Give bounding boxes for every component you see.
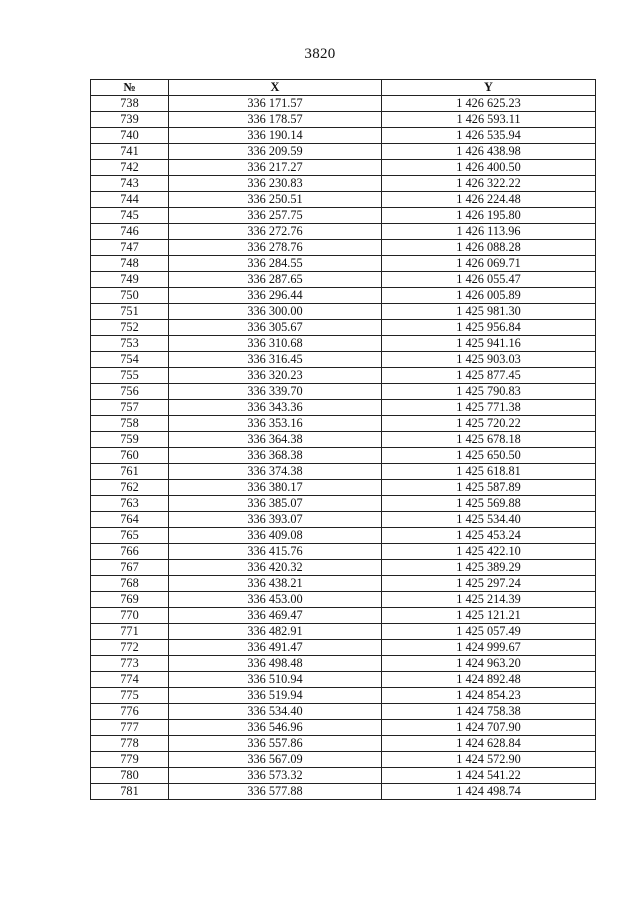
table-row bbox=[91, 192, 596, 208]
y-coordinate: 1 426 593.11 bbox=[382, 112, 596, 128]
point-number: 771 bbox=[91, 624, 169, 640]
point-number: 759 bbox=[91, 432, 169, 448]
x-coordinate: 336 510.94 bbox=[169, 672, 382, 688]
y-coordinate: 1 424 854.23 bbox=[382, 688, 596, 704]
table-row bbox=[91, 752, 596, 768]
table-row bbox=[91, 208, 596, 224]
y-coordinate: 1 425 057.49 bbox=[382, 624, 596, 640]
y-coordinate: 1 426 322.22 bbox=[382, 176, 596, 192]
x-coordinate: 336 482.91 bbox=[169, 624, 382, 640]
x-coordinate: 336 305.67 bbox=[169, 320, 382, 336]
table-row bbox=[91, 464, 596, 480]
x-coordinate: 336 567.09 bbox=[169, 752, 382, 768]
point-number: 744 bbox=[91, 192, 169, 208]
coordinates-table bbox=[90, 79, 596, 800]
table-row bbox=[91, 688, 596, 704]
y-coordinate: 1 424 892.48 bbox=[382, 672, 596, 688]
y-coordinate: 1 425 650.50 bbox=[382, 448, 596, 464]
point-number: 741 bbox=[91, 144, 169, 160]
y-coordinate: 1 425 956.84 bbox=[382, 320, 596, 336]
table-row bbox=[91, 736, 596, 752]
x-coordinate: 336 250.51 bbox=[169, 192, 382, 208]
x-coordinate: 336 310.68 bbox=[169, 336, 382, 352]
x-coordinate: 336 577.88 bbox=[169, 784, 382, 800]
x-coordinate: 336 284.55 bbox=[169, 256, 382, 272]
y-coordinate: 1 424 628.84 bbox=[382, 736, 596, 752]
point-number: 779 bbox=[91, 752, 169, 768]
x-coordinate: 336 278.76 bbox=[169, 240, 382, 256]
x-coordinate: 336 519.94 bbox=[169, 688, 382, 704]
x-coordinate: 336 546.96 bbox=[169, 720, 382, 736]
table-row bbox=[91, 368, 596, 384]
point-number: 743 bbox=[91, 176, 169, 192]
table-row bbox=[91, 272, 596, 288]
x-coordinate: 336 573.32 bbox=[169, 768, 382, 784]
x-coordinate: 336 353.16 bbox=[169, 416, 382, 432]
point-number: 761 bbox=[91, 464, 169, 480]
point-number: 778 bbox=[91, 736, 169, 752]
table-row bbox=[91, 352, 596, 368]
y-coordinate: 1 425 453.24 bbox=[382, 528, 596, 544]
point-number: 757 bbox=[91, 400, 169, 416]
y-coordinate: 1 424 758.38 bbox=[382, 704, 596, 720]
point-number: 777 bbox=[91, 720, 169, 736]
point-number: 742 bbox=[91, 160, 169, 176]
y-coordinate: 1 426 055.47 bbox=[382, 272, 596, 288]
y-coordinate: 1 425 569.88 bbox=[382, 496, 596, 512]
y-coordinate: 1 424 963.20 bbox=[382, 656, 596, 672]
y-coordinate: 1 426 069.71 bbox=[382, 256, 596, 272]
x-coordinate: 336 209.59 bbox=[169, 144, 382, 160]
table-row bbox=[91, 784, 596, 800]
y-coordinate: 1 425 121.21 bbox=[382, 608, 596, 624]
table-row bbox=[91, 96, 596, 112]
x-coordinate: 336 438.21 bbox=[169, 576, 382, 592]
y-coordinate: 1 426 224.48 bbox=[382, 192, 596, 208]
table-row bbox=[91, 256, 596, 272]
table-row bbox=[91, 224, 596, 240]
x-coordinate: 336 320.23 bbox=[169, 368, 382, 384]
y-coordinate: 1 425 618.81 bbox=[382, 464, 596, 480]
point-number: 740 bbox=[91, 128, 169, 144]
x-coordinate: 336 374.38 bbox=[169, 464, 382, 480]
table-header bbox=[91, 80, 596, 96]
point-number: 749 bbox=[91, 272, 169, 288]
x-coordinate: 336 415.76 bbox=[169, 544, 382, 560]
x-coordinate: 336 339.70 bbox=[169, 384, 382, 400]
x-coordinate: 336 498.48 bbox=[169, 656, 382, 672]
point-number: 773 bbox=[91, 656, 169, 672]
y-coordinate: 1 426 535.94 bbox=[382, 128, 596, 144]
table-row bbox=[91, 304, 596, 320]
point-number: 763 bbox=[91, 496, 169, 512]
y-coordinate: 1 426 088.28 bbox=[382, 240, 596, 256]
y-coordinate: 1 425 422.10 bbox=[382, 544, 596, 560]
y-coordinate: 1 424 707.90 bbox=[382, 720, 596, 736]
point-number: 739 bbox=[91, 112, 169, 128]
y-coordinate: 1 426 438.98 bbox=[382, 144, 596, 160]
table-row bbox=[91, 704, 596, 720]
point-number: 775 bbox=[91, 688, 169, 704]
x-coordinate: 336 287.65 bbox=[169, 272, 382, 288]
header-x: X bbox=[169, 80, 382, 96]
point-number: 738 bbox=[91, 96, 169, 112]
table-row bbox=[91, 768, 596, 784]
point-number: 751 bbox=[91, 304, 169, 320]
y-coordinate: 1 425 389.29 bbox=[382, 560, 596, 576]
table-row bbox=[91, 320, 596, 336]
point-number: 756 bbox=[91, 384, 169, 400]
x-coordinate: 336 171.57 bbox=[169, 96, 382, 112]
point-number: 753 bbox=[91, 336, 169, 352]
x-coordinate: 336 364.38 bbox=[169, 432, 382, 448]
x-coordinate: 336 385.07 bbox=[169, 496, 382, 512]
header-number: № bbox=[91, 80, 169, 96]
table-row bbox=[91, 544, 596, 560]
table-row bbox=[91, 512, 596, 528]
y-coordinate: 1 425 720.22 bbox=[382, 416, 596, 432]
point-number: 766 bbox=[91, 544, 169, 560]
table-row bbox=[91, 432, 596, 448]
x-coordinate: 336 409.08 bbox=[169, 528, 382, 544]
table-row bbox=[91, 624, 596, 640]
x-coordinate: 336 534.40 bbox=[169, 704, 382, 720]
table-row bbox=[91, 336, 596, 352]
y-coordinate: 1 425 678.18 bbox=[382, 432, 596, 448]
y-coordinate: 1 425 981.30 bbox=[382, 304, 596, 320]
x-coordinate: 336 190.14 bbox=[169, 128, 382, 144]
header-y: Y bbox=[382, 80, 596, 96]
x-coordinate: 336 272.76 bbox=[169, 224, 382, 240]
x-coordinate: 336 217.27 bbox=[169, 160, 382, 176]
point-number: 755 bbox=[91, 368, 169, 384]
x-coordinate: 336 557.86 bbox=[169, 736, 382, 752]
point-number: 768 bbox=[91, 576, 169, 592]
point-number: 772 bbox=[91, 640, 169, 656]
point-number: 781 bbox=[91, 784, 169, 800]
point-number: 754 bbox=[91, 352, 169, 368]
point-number: 767 bbox=[91, 560, 169, 576]
y-coordinate: 1 424 498.74 bbox=[382, 784, 596, 800]
table-row bbox=[91, 160, 596, 176]
y-coordinate: 1 425 297.24 bbox=[382, 576, 596, 592]
table-row bbox=[91, 288, 596, 304]
y-coordinate: 1 425 214.39 bbox=[382, 592, 596, 608]
y-coordinate: 1 424 541.22 bbox=[382, 768, 596, 784]
x-coordinate: 336 393.07 bbox=[169, 512, 382, 528]
table-row bbox=[91, 448, 596, 464]
point-number: 747 bbox=[91, 240, 169, 256]
table-row bbox=[91, 240, 596, 256]
table-row bbox=[91, 128, 596, 144]
table-row bbox=[91, 656, 596, 672]
table-body bbox=[91, 96, 596, 800]
x-coordinate: 336 343.36 bbox=[169, 400, 382, 416]
point-number: 750 bbox=[91, 288, 169, 304]
y-coordinate: 1 424 572.90 bbox=[382, 752, 596, 768]
table-row bbox=[91, 720, 596, 736]
table-row bbox=[91, 528, 596, 544]
point-number: 780 bbox=[91, 768, 169, 784]
point-number: 776 bbox=[91, 704, 169, 720]
point-number: 748 bbox=[91, 256, 169, 272]
x-coordinate: 336 230.83 bbox=[169, 176, 382, 192]
y-coordinate: 1 425 941.16 bbox=[382, 336, 596, 352]
y-coordinate: 1 425 790.83 bbox=[382, 384, 596, 400]
point-number: 762 bbox=[91, 480, 169, 496]
point-number: 760 bbox=[91, 448, 169, 464]
point-number: 764 bbox=[91, 512, 169, 528]
table-row bbox=[91, 176, 596, 192]
y-coordinate: 1 426 625.23 bbox=[382, 96, 596, 112]
y-coordinate: 1 425 534.40 bbox=[382, 512, 596, 528]
point-number: 769 bbox=[91, 592, 169, 608]
y-coordinate: 1 425 903.03 bbox=[382, 352, 596, 368]
table-row bbox=[91, 592, 596, 608]
y-coordinate: 1 426 005.89 bbox=[382, 288, 596, 304]
table-row bbox=[91, 672, 596, 688]
table-row bbox=[91, 576, 596, 592]
table-row bbox=[91, 112, 596, 128]
point-number: 774 bbox=[91, 672, 169, 688]
table-row bbox=[91, 608, 596, 624]
y-coordinate: 1 426 400.50 bbox=[382, 160, 596, 176]
table-row bbox=[91, 480, 596, 496]
y-coordinate: 1 426 195.80 bbox=[382, 208, 596, 224]
point-number: 770 bbox=[91, 608, 169, 624]
table-row bbox=[91, 144, 596, 160]
header-row bbox=[91, 80, 596, 96]
x-coordinate: 336 257.75 bbox=[169, 208, 382, 224]
point-number: 758 bbox=[91, 416, 169, 432]
y-coordinate: 1 424 999.67 bbox=[382, 640, 596, 656]
page-number: 3820 bbox=[304, 46, 336, 62]
y-coordinate: 1 425 587.89 bbox=[382, 480, 596, 496]
y-coordinate: 1 426 113.96 bbox=[382, 224, 596, 240]
x-coordinate: 336 380.17 bbox=[169, 480, 382, 496]
point-number: 752 bbox=[91, 320, 169, 336]
x-coordinate: 336 491.47 bbox=[169, 640, 382, 656]
point-number: 746 bbox=[91, 224, 169, 240]
table-row bbox=[91, 400, 596, 416]
x-coordinate: 336 300.00 bbox=[169, 304, 382, 320]
table-row bbox=[91, 416, 596, 432]
x-coordinate: 336 469.47 bbox=[169, 608, 382, 624]
y-coordinate: 1 425 771.38 bbox=[382, 400, 596, 416]
x-coordinate: 336 178.57 bbox=[169, 112, 382, 128]
y-coordinate: 1 425 877.45 bbox=[382, 368, 596, 384]
point-number: 765 bbox=[91, 528, 169, 544]
table-row bbox=[91, 384, 596, 400]
x-coordinate: 336 368.38 bbox=[169, 448, 382, 464]
x-coordinate: 336 420.32 bbox=[169, 560, 382, 576]
x-coordinate: 336 453.00 bbox=[169, 592, 382, 608]
table-row bbox=[91, 640, 596, 656]
table-row bbox=[91, 496, 596, 512]
point-number: 745 bbox=[91, 208, 169, 224]
x-coordinate: 336 316.45 bbox=[169, 352, 382, 368]
table-row bbox=[91, 560, 596, 576]
x-coordinate: 336 296.44 bbox=[169, 288, 382, 304]
